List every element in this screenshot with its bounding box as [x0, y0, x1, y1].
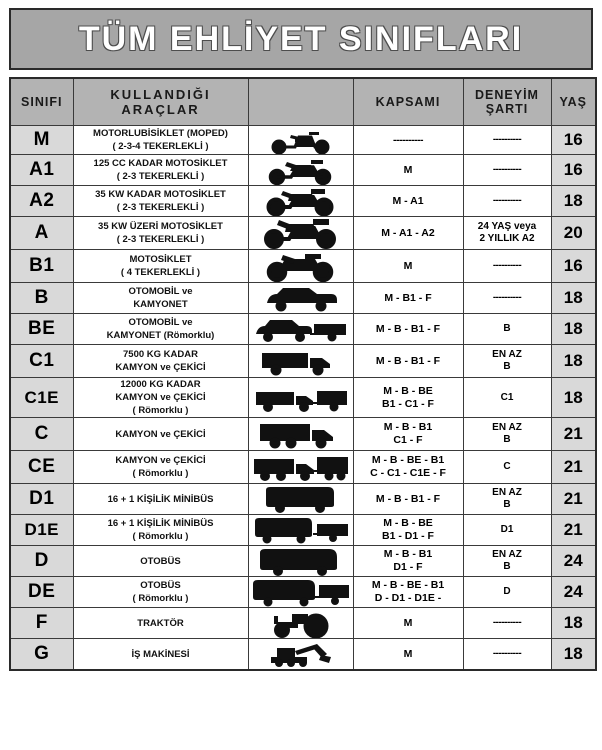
experience-line: EN AZ: [492, 487, 522, 498]
experience-cell: [463, 314, 551, 345]
experience-line: C1: [500, 391, 514, 403]
age-cell: 16: [551, 155, 596, 186]
experience-line: D: [503, 586, 511, 597]
vehicle-description-line: 7500 KG KADAR: [123, 349, 198, 360]
moped-icon: [248, 126, 353, 155]
scope-cell: [353, 250, 463, 283]
age-cell: 20: [551, 217, 596, 250]
age-cell: 18: [551, 639, 596, 671]
table-row: [10, 639, 596, 671]
experience-line: D1: [500, 524, 514, 535]
age-cell: 18: [551, 608, 596, 639]
vehicle-description: [73, 155, 248, 186]
age-cell: 21: [551, 451, 596, 484]
experience-cell: [463, 126, 551, 155]
age-cell: 18: [551, 378, 596, 418]
vehicle-description-line: MOTORLUBİSİKLET (MOPED): [93, 128, 228, 139]
class-code: CE: [10, 451, 73, 484]
vehicle-description-line: OTOBÜS: [140, 580, 181, 591]
scope-cell: [353, 345, 463, 378]
header-vehicles-line1: KULLANDIĞI: [110, 87, 211, 102]
vehicle-description-line: ( Römorklu ): [132, 531, 189, 542]
table-row: [10, 546, 596, 577]
scope-line: M - B1 - F: [384, 291, 432, 304]
class-code: C1E: [10, 378, 73, 418]
age-cell: 21: [551, 484, 596, 515]
experience-cell: [463, 418, 551, 451]
table-row: [10, 577, 596, 608]
header-scope: KAPSAMI: [353, 78, 463, 126]
experience-line: EN AZ: [492, 422, 522, 433]
experience-line: ----------: [492, 134, 522, 145]
vehicle-description-line: KAMYONET: [133, 299, 188, 310]
bus-trailer-icon: [248, 577, 353, 608]
class-code: B: [10, 283, 73, 314]
experience-line: ----------: [492, 195, 522, 206]
scope-line: B1 - C1 - F: [382, 397, 434, 410]
vehicle-description-line: KAMYON ve ÇEKİCİ: [115, 455, 206, 466]
experience-line: ----------: [492, 617, 522, 628]
scope-line: M - B - B1 - F: [375, 322, 441, 335]
vehicle-description-line: İŞ MAKİNESİ: [131, 648, 190, 660]
experience-cell: [463, 484, 551, 515]
scope-line: M: [403, 259, 413, 272]
age-cell: 16: [551, 250, 596, 283]
header-vehicles-line2: ARAÇLAR: [121, 102, 200, 117]
experience-line: EN AZ: [492, 549, 522, 560]
experience-cell: [463, 608, 551, 639]
table-row: [10, 250, 596, 283]
experience-cell: [463, 186, 551, 217]
scope-line: M - B - BE: [383, 517, 433, 529]
vehicle-description: [73, 451, 248, 484]
class-code: A1: [10, 155, 73, 186]
car-trailer-icon: [248, 314, 353, 345]
class-code: G: [10, 639, 73, 671]
experience-line: B: [503, 434, 511, 445]
experience-line: C: [503, 461, 511, 472]
experience-line: B: [503, 561, 511, 572]
vehicle-description-line: KAMYON ve ÇEKİCİ: [115, 428, 206, 440]
age-cell: 24: [551, 577, 596, 608]
experience-line: ----------: [492, 292, 522, 303]
experience-cell: [463, 155, 551, 186]
table-row: [10, 314, 596, 345]
table-row: [10, 186, 596, 217]
scope-line: M - B - B1 - F: [375, 354, 441, 367]
experience-cell: [463, 546, 551, 577]
vehicle-description: [73, 418, 248, 451]
class-code: C1: [10, 345, 73, 378]
vehicle-description-line: KAMYON ve ÇEKİCİ: [115, 392, 206, 403]
experience-line: EN AZ: [492, 349, 522, 360]
experience-line: 24 YAŞ veya: [477, 221, 537, 232]
table-row: [10, 451, 596, 484]
page-title: TÜM EHLİYET SINIFLARI: [78, 19, 524, 58]
vehicle-description-line: ( 2-3 TEKERLEKLİ ): [116, 202, 205, 213]
class-code: BE: [10, 314, 73, 345]
experience-cell: [463, 378, 551, 418]
class-code: M: [10, 126, 73, 155]
truck-trailer-icon: [248, 378, 353, 418]
vehicle-description-line: ( 4 TEKERLEKLİ ): [120, 267, 201, 278]
scope-cell: [353, 484, 463, 515]
scope-line: D - D1 - D1E -: [374, 592, 442, 604]
vehicle-description-line: 35 KW ÜZERİ MOTOSİKLET: [98, 221, 223, 232]
table-row: [10, 418, 596, 451]
experience-line: B: [503, 323, 511, 334]
tractor-icon: [248, 608, 353, 639]
scope-line: M: [403, 647, 413, 660]
scope-line: B1 - D1 - F: [382, 530, 434, 542]
table-row: [10, 345, 596, 378]
scope-cell: [353, 186, 463, 217]
vehicle-description-line: ( Römorklu ): [132, 593, 189, 604]
age-cell: 18: [551, 283, 596, 314]
minibus-icon: [248, 484, 353, 515]
experience-line: ----------: [492, 260, 522, 271]
vehicle-description-line: ( 2-3-4 TEKERLEKLİ ): [112, 141, 209, 152]
motorcycle-small-icon: [248, 155, 353, 186]
class-code: DE: [10, 577, 73, 608]
class-code: D: [10, 546, 73, 577]
vehicle-description-line: ( Römorklu ): [132, 405, 189, 416]
table-row: [10, 484, 596, 515]
vehicle-description: [73, 250, 248, 283]
table-body: [10, 126, 596, 671]
vehicle-description: [73, 345, 248, 378]
scope-line: ----------: [393, 133, 423, 146]
vehicle-description: [73, 515, 248, 546]
experience-cell: [463, 577, 551, 608]
vehicle-description-line: MOTOSİKLET: [129, 254, 192, 265]
class-code: A2: [10, 186, 73, 217]
experience-line: B: [503, 499, 511, 510]
scope-line: D1 - F: [393, 561, 423, 573]
scope-line: C - C1 - C1E - F: [370, 467, 446, 479]
scope-line: M: [403, 616, 413, 629]
vehicle-description: [73, 608, 248, 639]
experience-cell: [463, 250, 551, 283]
vehicle-description: [73, 378, 248, 418]
age-cell: 18: [551, 314, 596, 345]
vehicle-description-line: 125 CC KADAR MOTOSİKLET: [93, 158, 228, 169]
vehicle-description: [73, 314, 248, 345]
age-cell: 24: [551, 546, 596, 577]
motorcycle-large-icon: [248, 217, 353, 250]
header-class: SINIFI: [10, 78, 73, 126]
experience-cell: [463, 217, 551, 250]
age-cell: 16: [551, 126, 596, 155]
scope-line: M - B - B1: [383, 548, 433, 560]
scope-line: M - B - BE - B1: [371, 454, 445, 466]
vehicle-description: [73, 484, 248, 515]
experience-cell: [463, 451, 551, 484]
header-row: [10, 78, 596, 126]
experience-cell: [463, 345, 551, 378]
age-cell: 18: [551, 345, 596, 378]
vehicle-description: [73, 217, 248, 250]
class-code: A: [10, 217, 73, 250]
vehicle-description: [73, 577, 248, 608]
vehicle-description-line: KAMYONET (Römorklu): [106, 330, 215, 341]
header-experience-line2: ŞARTI: [485, 102, 529, 116]
big-truck-trailer-icon: [248, 451, 353, 484]
vehicle-description: [73, 186, 248, 217]
car-icon: [248, 283, 353, 314]
scope-cell: [353, 608, 463, 639]
table-row: [10, 515, 596, 546]
scope-cell: [353, 451, 463, 484]
experience-line: 2 YILLIK A2: [479, 233, 535, 244]
table-row: [10, 155, 596, 186]
vehicle-description: [73, 126, 248, 155]
excavator-icon: [248, 639, 353, 671]
big-truck-icon: [248, 418, 353, 451]
scope-cell: [353, 217, 463, 250]
vehicle-description: [73, 546, 248, 577]
experience-cell: [463, 515, 551, 546]
scope-cell: [353, 155, 463, 186]
vehicle-description: [73, 639, 248, 671]
scope-cell: [353, 639, 463, 671]
scope-line: M - B - B1: [383, 421, 433, 433]
vehicle-description-line: 12000 KG KADAR: [120, 379, 201, 390]
vehicle-description-line: OTOMOBİL ve: [128, 286, 193, 297]
vehicle-description-line: 35 KW KADAR MOTOSİKLET: [95, 189, 226, 200]
class-code: B1: [10, 250, 73, 283]
header-age: YAŞ: [551, 78, 596, 126]
scope-cell: [353, 418, 463, 451]
scope-line: M - B - BE: [383, 384, 433, 397]
age-cell: 21: [551, 515, 596, 546]
scope-line: M - A1 - A2: [381, 226, 435, 239]
table-row: [10, 283, 596, 314]
vehicle-description-line: KAMYON ve ÇEKİCİ: [115, 362, 206, 373]
vehicle-description-line: 16 + 1 KİŞİLİK MİNİBÜS: [107, 493, 214, 505]
scope-cell: [353, 314, 463, 345]
scope-line: M - B - B1 - F: [375, 492, 441, 505]
title-banner: [9, 8, 593, 70]
vehicle-description-line: TRAKTÖR: [137, 617, 184, 629]
scope-cell: [353, 577, 463, 608]
class-code: D1E: [10, 515, 73, 546]
scope-cell: [353, 378, 463, 418]
experience-cell: [463, 639, 551, 671]
vehicle-description: [73, 283, 248, 314]
quad-icon: [248, 250, 353, 283]
scope-cell: [353, 546, 463, 577]
table-header: [10, 78, 596, 126]
scope-cell: [353, 126, 463, 155]
truck-icon: [248, 345, 353, 378]
header-experience: [463, 78, 551, 126]
license-classes-table: [9, 77, 597, 671]
scope-line: C1 - F: [393, 434, 423, 446]
experience-line: ----------: [492, 648, 522, 659]
vehicle-description-line: OTOMOBİL ve: [128, 317, 193, 328]
experience-line: ----------: [492, 164, 522, 175]
age-cell: 21: [551, 418, 596, 451]
header-vehicle-icons: [248, 78, 353, 126]
scope-cell: [353, 283, 463, 314]
experience-line: B: [503, 361, 511, 372]
table-row: [10, 126, 596, 155]
age-cell: 18: [551, 186, 596, 217]
vehicle-description-line: OTOBÜS: [140, 555, 181, 567]
header-vehicles: [73, 78, 248, 126]
motorcycle-medium-icon: [248, 186, 353, 217]
experience-cell: [463, 283, 551, 314]
class-code: D1: [10, 484, 73, 515]
class-code: F: [10, 608, 73, 639]
vehicle-description-line: 16 + 1 KİŞİLİK MİNİBÜS: [107, 518, 214, 529]
scope-cell: [353, 515, 463, 546]
class-code: C: [10, 418, 73, 451]
scope-line: M: [403, 163, 413, 176]
table-row: [10, 608, 596, 639]
scope-line: M - A1: [392, 194, 424, 207]
minibus-trailer-icon: [248, 515, 353, 546]
header-experience-line1: DENEYİM: [475, 88, 539, 102]
table-row: [10, 217, 596, 250]
vehicle-description-line: ( 2-3 TEKERLEKLİ ): [116, 234, 205, 245]
bus-icon: [248, 546, 353, 577]
vehicle-description-line: ( 2-3 TEKERLEKLİ ): [116, 171, 205, 182]
scope-line: M - B - BE - B1: [371, 579, 445, 591]
vehicle-description-line: ( Römorklu ): [132, 468, 189, 479]
table-row: [10, 378, 596, 418]
